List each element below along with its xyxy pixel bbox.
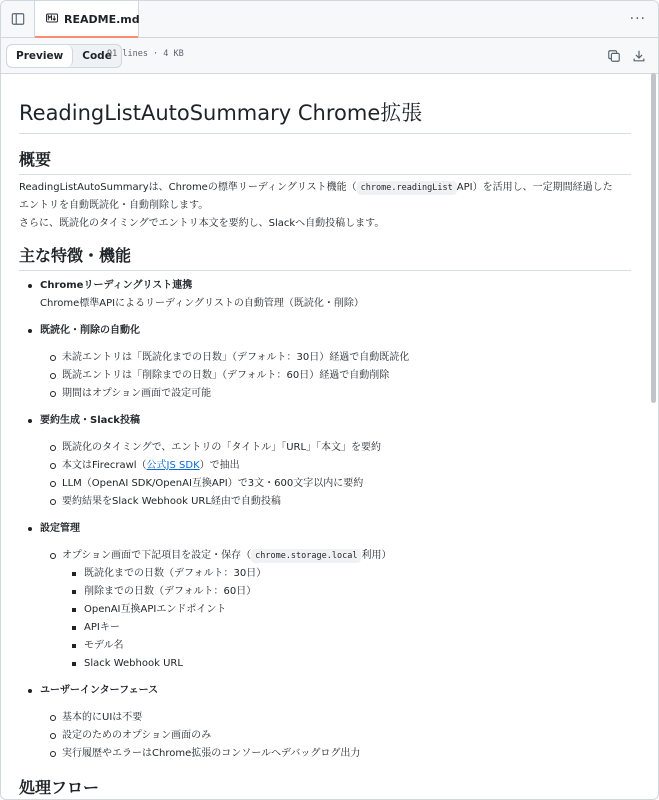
sidebar-toggle-icon[interactable] (9, 10, 27, 28)
features-heading: 主な特徴・機能 (19, 243, 631, 271)
inline-code: chrome.storage.local (251, 549, 361, 563)
firecrawl-sdk-link[interactable]: 公式JS SDK (146, 460, 200, 471)
list-item: Slack Webhook URL (84, 655, 183, 673)
list-item: OpenAI互換APIエンドポイント (84, 601, 226, 619)
overview-heading: 概要 (19, 147, 631, 175)
list-item: 既読化までの日数（デフォルト：30日） (84, 565, 266, 583)
list-item: 既読エントリは「削除までの日数」（デフォルト：60日）経過で自動削除 (62, 367, 389, 385)
list-item: 要約生成・Slack投稿 (40, 412, 140, 430)
list-item: 本文はFirecrawl（公式JS SDK）で抽出 (62, 457, 240, 475)
list-item: 削除までの日数（デフォルト：60日） (84, 583, 256, 601)
kebab-icon[interactable]: ··· (629, 11, 646, 27)
download-icon[interactable] (632, 48, 646, 62)
preview-button[interactable]: Preview (7, 45, 73, 67)
list-item: 要約結果をSlack Webhook URL経由で自動投稿 (62, 493, 281, 511)
list-item: Chromeリーディングリスト連携 Chrome標準APIによるリーディングリストの自動管理（既読化・削除） (40, 277, 364, 313)
list-item: 既読化のタイミングで、エントリの「タイトル」「URL」「本文」を要約 (62, 439, 381, 457)
list-item: ユーザーインターフェース (40, 682, 158, 700)
file-toolbar (1, 38, 658, 74)
markdown-file-icon (46, 13, 58, 26)
view-mode-toggle (6, 44, 122, 68)
file-meta: 91 lines · 4 KB (107, 49, 184, 59)
code-button[interactable]: Code (82, 50, 112, 62)
list-item: 設定管理 (40, 520, 80, 538)
list-item: 基本的にUIは不要 (62, 709, 142, 727)
document-title: ReadingListAutoSummary Chrome拡張 (19, 97, 631, 134)
list-item: 期間はオプション画面で設定可能 (62, 385, 211, 403)
tab-readme[interactable] (34, 1, 139, 37)
list-item: 実行履歴やエラーはChrome拡張のコンソールへデバッグログ出力 (62, 745, 360, 763)
flow-heading: 処理フロー (19, 775, 631, 800)
list-item: 未読エントリは「既読化までの日数」（デフォルト：30日）経過で自動既読化 (62, 349, 409, 367)
list-item: LLM（OpenAI SDK/OpenAI互換API）で3文・600文字以内に要約 (62, 475, 363, 493)
scrollbar-thumb[interactable] (651, 73, 656, 403)
list-item: モデル名 (84, 637, 124, 655)
list-item: APIキー (84, 619, 120, 637)
list-item: オプション画面で下記項目を設定・保存（ chrome.storage.local 利用） (62, 547, 391, 565)
tab-bar (1, 1, 658, 38)
tab-filename: README.md (64, 12, 140, 26)
list-item: 設定のためのオプション画面のみ (62, 727, 211, 745)
inline-code: chrome.readingList (357, 181, 457, 195)
copy-icon[interactable] (607, 48, 621, 62)
list-item: 既読化・削除の自動化 (40, 322, 140, 340)
overview-paragraph: ReadingListAutoSummaryは、Chromeの標準リーディングリスト機能（ chrome.readingList API）を活用し、一定期間経過した エントリを自動既読化・自動削除します。 さらに、既読化のタイミングでエントリ本文を要約し、Slackへ自動投稿します。 (19, 182, 613, 229)
